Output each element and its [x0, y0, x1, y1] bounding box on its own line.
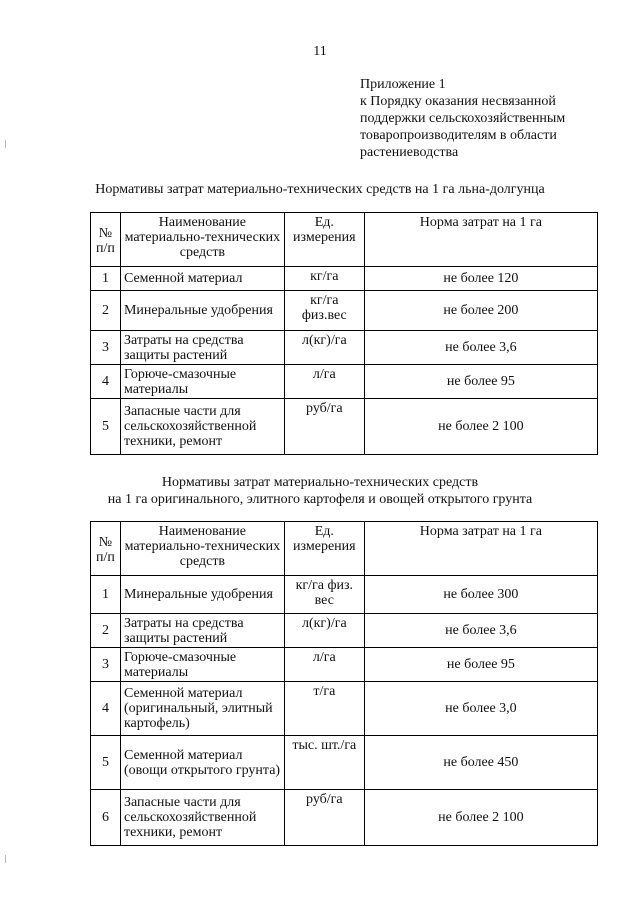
table-row	[91, 291, 598, 331]
row-norm: не более 3,0	[364, 682, 597, 736]
row-unit: руб/га	[284, 790, 364, 846]
row-num: 5	[91, 736, 121, 790]
row-num: 2	[91, 291, 121, 331]
table-row	[91, 648, 598, 682]
header-norm: Норма затрат на 1 га	[364, 522, 597, 576]
row-num: 4	[91, 365, 121, 399]
row-name: Запасные части для сельскохозяйственной техники, ремонт	[120, 399, 284, 455]
table-row	[91, 790, 598, 846]
header-unit: Ед. измерения	[284, 213, 364, 267]
row-name: Запасные части для сельскохозяйственной техники, ремонт	[120, 790, 284, 846]
row-num: 6	[91, 790, 121, 846]
row-unit: руб/га	[284, 399, 364, 455]
row-name: Горюче-смазочные материалы	[120, 648, 284, 682]
table-row	[91, 365, 598, 399]
header-name: Наименование материально-технических средств	[120, 522, 284, 576]
table1-title-line: Нормативы затрат материально-технических средств на 1 га льна-долгунца	[95, 182, 545, 197]
row-name: Семенной материал (оригинальный, элитный картофель)	[120, 682, 284, 736]
row-num: 1	[91, 576, 121, 614]
row-num: 5	[91, 399, 121, 455]
table-row	[91, 331, 598, 365]
appendix-line: растениеводства	[360, 145, 459, 160]
row-norm: не более 200	[364, 291, 597, 331]
page-number: 11	[313, 44, 327, 59]
appendix-line: к Порядку оказания несвязанной	[360, 94, 556, 109]
row-norm: не более 450	[364, 736, 597, 790]
scan-margin-mark-bottom	[5, 855, 6, 863]
row-norm: не более 3,6	[364, 331, 597, 365]
table2-title-line: на 1 га оригинального, элитного картофеля и овощей открытого грунта	[107, 492, 533, 507]
row-num: 4	[91, 682, 121, 736]
row-unit: кг/га физ.вес	[284, 291, 364, 331]
row-num: 1	[91, 267, 121, 291]
row-num: 3	[91, 331, 121, 365]
scan-margin-mark-top	[5, 140, 6, 148]
appendix-line: товаропроизводителям в области	[360, 128, 557, 143]
table-row	[91, 682, 598, 736]
row-name: Семенной материал	[120, 267, 284, 291]
header-norm: Норма затрат на 1 га	[364, 213, 597, 267]
table-row	[91, 614, 598, 648]
row-norm: не более 120	[364, 267, 597, 291]
table-row	[91, 576, 598, 614]
header-unit: Ед. измерения	[284, 522, 364, 576]
table-row	[91, 399, 598, 455]
appendix-line: поддержки сельскохозяйственным	[360, 111, 566, 126]
row-name: Горюче-смазочные материалы	[120, 365, 284, 399]
row-name: Затраты на средства защиты растений	[120, 331, 284, 365]
table-row	[91, 736, 598, 790]
row-unit: л(кг)/га	[284, 614, 364, 648]
row-norm: не более 2 100	[364, 399, 597, 455]
table2-title	[0, 474, 640, 508]
row-name: Минеральные удобрения	[120, 291, 284, 331]
table2	[90, 521, 598, 846]
row-unit: л/га	[284, 648, 364, 682]
row-norm: не более 95	[364, 648, 597, 682]
table1	[90, 212, 598, 455]
header-num: № п/п	[91, 213, 121, 267]
table1-header-row	[91, 213, 598, 267]
row-num: 3	[91, 648, 121, 682]
row-unit: т/га	[284, 682, 364, 736]
row-unit: л/га	[284, 365, 364, 399]
row-name: Минеральные удобрения	[120, 576, 284, 614]
row-unit: тыс. шт./га	[284, 736, 364, 790]
table2-header-row	[91, 522, 598, 576]
table1-title	[0, 181, 640, 198]
table2-title-line: Нормативы затрат материально-технических средств	[161, 475, 479, 490]
row-unit: л(кг)/га	[284, 331, 364, 365]
table-row	[91, 267, 598, 291]
row-norm: не более 300	[364, 576, 597, 614]
header-name: Наименование материально-технических средств	[120, 213, 284, 267]
header-num: № п/п	[91, 522, 121, 576]
appendix-heading	[360, 76, 565, 161]
row-norm: не более 2 100	[364, 790, 597, 846]
row-name: Затраты на средства защиты растений	[120, 614, 284, 648]
row-num: 2	[91, 614, 121, 648]
appendix-line: Приложение 1	[360, 77, 446, 92]
row-unit: кг/га физ. вес	[284, 576, 364, 614]
row-norm: не более 95	[364, 365, 597, 399]
row-name: Семенной материал (овощи открытого грунта)	[120, 736, 284, 790]
row-norm: не более 3,6	[364, 614, 597, 648]
row-unit: кг/га	[284, 267, 364, 291]
